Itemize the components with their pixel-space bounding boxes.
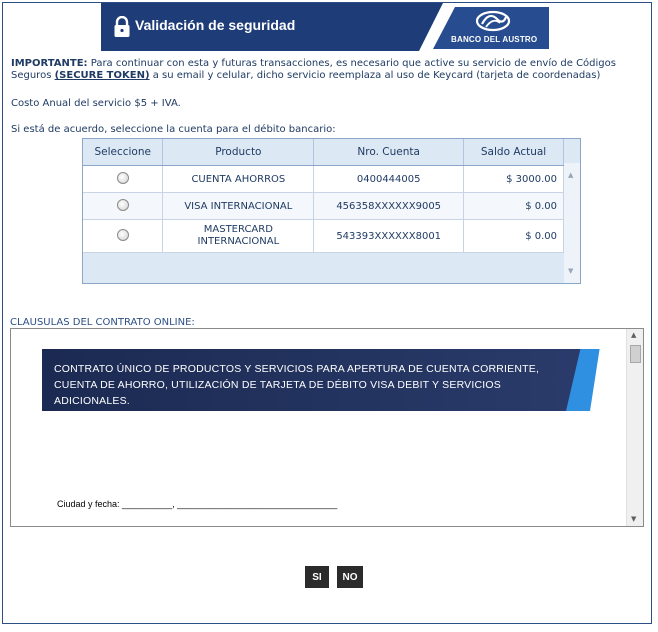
- contract-banner-text: CONTRATO ÚNICO DE PRODUCTOS Y SERVICIOS PARA APERTURA DE CUENTA CORRIENTE, CUENTA DE AHORRO, UTILIZACIÓN DE TARJETA DE DÉBITO VISA DEBIT Y SERVICIOS ADICIONALES.: [54, 363, 540, 407]
- notice-text-1: Para continuar con esta y futuras transacciones, es necesario que active su servicio de envío de Códigos Seguros: [11, 58, 616, 81]
- product-cell: MASTERCARD INTERNACIONAL: [163, 220, 314, 253]
- balance-cell: $ 0.00: [464, 193, 564, 220]
- yes-button[interactable]: SI: [305, 566, 329, 588]
- agree-text: Si está de acuerdo, seleccione la cuenta para el débito bancario:: [11, 124, 336, 135]
- secure-token-label: (SECURE TOKEN): [54, 70, 150, 81]
- balance-cell: $ 0.00: [464, 220, 564, 253]
- col-header-product: Producto: [163, 139, 314, 166]
- header-title: Validación de seguridad: [135, 17, 296, 33]
- account-radio-2[interactable]: [117, 199, 129, 211]
- col-header-account: Nro. Cuenta: [314, 139, 464, 166]
- city-date-line: Ciudad y fecha: __________, ________________________________: [57, 499, 338, 509]
- scroll-up-icon[interactable]: ▲: [568, 171, 574, 179]
- scroll-down-icon[interactable]: ▼: [568, 267, 574, 275]
- bank-logo-icon: [473, 9, 513, 33]
- contract-banner: [42, 349, 614, 411]
- notice-text-2: a su email y celular, dicho servicio reemplaza al uso de Keycard (tarjeta de coordenadas): [149, 70, 601, 81]
- lock-icon: [113, 16, 131, 38]
- table-row[interactable]: [83, 193, 564, 220]
- scroll-up-icon[interactable]: ▲: [631, 331, 637, 339]
- col-header-select: Seleccione: [83, 139, 163, 166]
- important-label: IMPORTANTE:: [11, 58, 88, 69]
- col-header-balance: Saldo Actual: [464, 139, 564, 166]
- cost-text: Costo Anual del servicio $5 + IVA.: [11, 98, 181, 109]
- account-number-cell: 456358XXXXXX9005: [314, 193, 464, 220]
- product-cell: CUENTA AHORROS: [163, 166, 314, 193]
- table-row[interactable]: [83, 166, 564, 193]
- scroll-thumb[interactable]: [630, 345, 641, 363]
- table-header-row: [83, 139, 564, 166]
- contract-label: CLAUSULAS DEL CONTRATO ONLINE:: [10, 317, 195, 328]
- table-scrollbar[interactable]: [564, 163, 580, 283]
- scroll-down-icon[interactable]: ▼: [631, 515, 637, 523]
- bank-logo-text: BANCO DEL AUSTRO: [451, 35, 538, 44]
- important-notice: [11, 58, 641, 82]
- accounts-table: [82, 138, 581, 284]
- account-radio-3[interactable]: [117, 229, 129, 241]
- no-button[interactable]: NO: [337, 566, 363, 588]
- account-number-cell: 0400444005: [314, 166, 464, 193]
- table-row[interactable]: [83, 220, 564, 253]
- balance-cell: $ 3000.00: [464, 166, 564, 193]
- contract-scrollbar[interactable]: [626, 329, 643, 526]
- page-frame: [2, 2, 652, 624]
- account-radio-1[interactable]: [117, 172, 129, 184]
- contract-textarea[interactable]: [10, 328, 644, 527]
- account-number-cell: 543393XXXXXX8001: [314, 220, 464, 253]
- security-header: [101, 3, 553, 51]
- product-cell: VISA INTERNACIONAL: [163, 193, 314, 220]
